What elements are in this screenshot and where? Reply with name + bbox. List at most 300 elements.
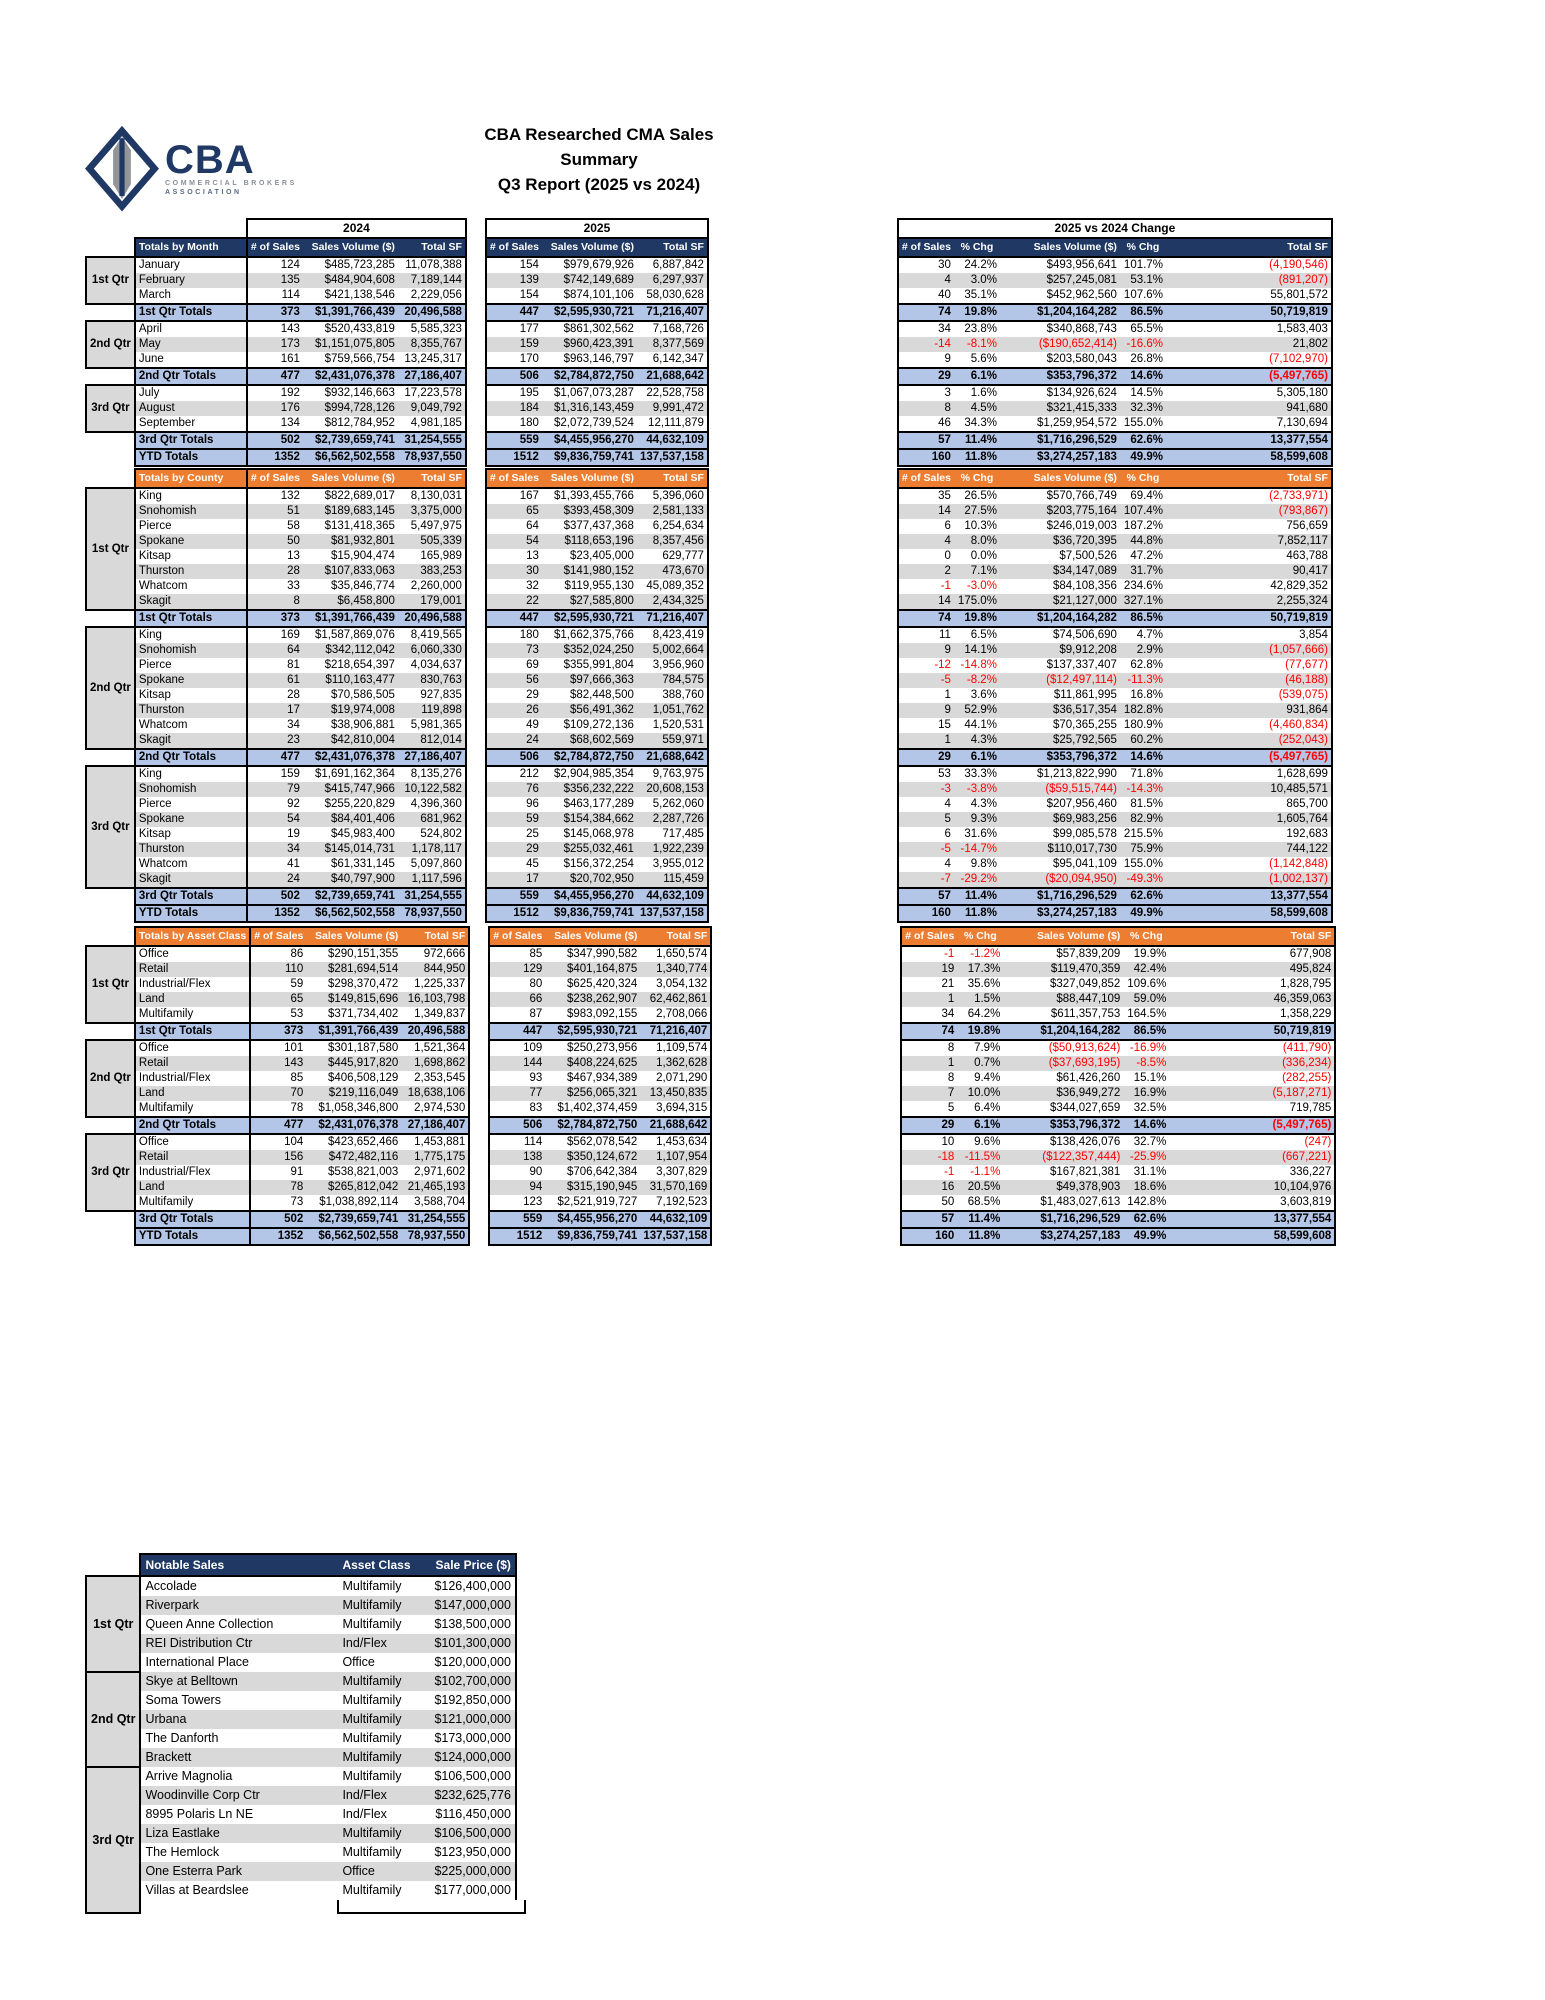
value-cell: $4,455,956,270 [542,888,637,905]
value-cell: $759,566,754 [303,352,398,368]
value-cell: 164.5% [1123,1007,1169,1023]
value-cell: $110,017,730 [1000,842,1120,857]
value-cell: 6,254,634 [637,519,708,534]
row-label: Land [135,992,250,1007]
sale-price-value: $106,500,000 [430,1824,515,1843]
value-cell: 62.8% [1120,658,1166,673]
value-cell: 1,650,574 [640,946,711,962]
table-row [86,549,1332,564]
column-header: Total SF [640,927,711,946]
value-cell: $35,846,774 [303,579,398,594]
value-cell: 96 [486,797,542,812]
value-cell: 8,419,565 [398,627,466,643]
value-cell: 73 [250,1195,306,1211]
value-cell: 31.6% [954,827,1000,842]
value-cell: 71.8% [1120,766,1166,782]
value-cell: $1,393,455,766 [542,488,637,504]
column-header: Total SF [1166,238,1332,257]
column-header: Sales Volume ($) [1003,927,1123,946]
row-label: May [135,337,247,352]
value-cell: 26 [486,703,542,718]
value-cell: 1 [898,733,954,749]
notable-row [86,1653,525,1672]
table-row [86,749,1332,766]
value-cell: 115,459 [637,872,708,888]
value-cell: 179,001 [398,594,466,610]
value-cell: 717,485 [637,827,708,842]
value-cell: 1,922,239 [637,842,708,857]
value-cell: 86.5% [1123,1023,1169,1040]
value-cell: 7.9% [957,1040,1003,1056]
value-cell: $2,072,739,524 [542,416,637,432]
column-header: Sales Volume ($) [545,927,640,946]
value-cell: 31.1% [1123,1165,1169,1180]
table-row [86,564,1332,579]
row-label: 2nd Qtr Totals [135,368,247,385]
value-cell: 502 [247,888,303,905]
column-header: Sales Volume ($) [542,469,637,488]
value-cell: 65.5% [1120,321,1166,337]
value-cell: $352,024,250 [542,643,637,658]
row-label: September [135,416,247,432]
value-cell: $979,679,926 [542,257,637,273]
row-label: Land [135,1180,250,1195]
table-row [86,1007,1335,1023]
value-cell: 93 [489,1071,545,1086]
value-cell: 54 [247,812,303,827]
value-cell: 49 [486,718,542,733]
value-cell: 35.6% [957,977,1003,992]
value-cell: 154 [486,288,542,304]
sale-price-value: $177,000,000 [430,1881,515,1900]
value-cell: 35 [898,488,954,504]
value-cell: 2 [898,564,954,579]
value-cell: 184 [486,401,542,416]
quarter-label: 1st Qtr [86,257,135,304]
value-cell: $994,728,126 [303,401,398,416]
sale-price-value: $192,850,000 [430,1691,515,1710]
value-cell: 50,719,819 [1166,304,1332,321]
value-cell: $2,784,872,750 [545,1117,640,1134]
value-cell: $6,562,502,558 [306,1228,401,1245]
value-cell: 463,788 [1166,549,1332,564]
value-cell: $1,587,869,076 [303,627,398,643]
value-cell: 64 [486,519,542,534]
value-cell: 1,628,699 [1166,766,1332,782]
row-label: Multifamily [135,1101,250,1117]
value-cell: 5,396,060 [637,488,708,504]
table-row [86,288,1332,304]
value-cell: 143 [250,1056,306,1071]
row-label: Kitsap [135,549,247,564]
quarter-label: 2nd Qtr [86,627,135,749]
value-cell: 506 [486,749,542,766]
value-cell: 55,801,572 [1166,288,1332,304]
value-cell: 74 [898,610,954,627]
value-cell: 195 [486,385,542,401]
value-cell: $19,974,008 [303,703,398,718]
value-cell: 114 [489,1134,545,1150]
quarter-label: 3rd Qtr [86,1767,140,1913]
value-cell: $1,716,296,529 [1003,1211,1123,1228]
value-cell: 173 [247,337,303,352]
value-cell: -49.3% [1120,872,1166,888]
value-cell: 1,775,175 [401,1150,469,1165]
value-cell: $408,224,625 [545,1056,640,1071]
property-name: Villas at Beardslee [140,1881,338,1900]
value-cell: 34.3% [954,416,1000,432]
value-cell: $6,562,502,558 [303,905,398,922]
value-cell: 71,216,407 [640,1023,711,1040]
table-row [86,257,1332,273]
value-cell: $154,384,662 [542,812,637,827]
asset-class-value: Multifamily [338,1710,430,1729]
value-cell: 744,122 [1166,842,1332,857]
value-cell: 32 [486,579,542,594]
value-cell: 756,659 [1166,519,1332,534]
value-cell: (4,190,546) [1166,257,1332,273]
row-label: 3rd Qtr Totals [135,888,247,905]
value-cell: $49,378,903 [1003,1180,1123,1195]
notable-row [86,1596,525,1615]
value-cell: 29 [901,1117,957,1134]
column-header: Total SF [398,238,466,257]
quarter-label: 3rd Qtr [86,766,135,888]
row-label: Spokane [135,534,247,549]
value-cell: $874,101,106 [542,288,637,304]
value-cell: 142.8% [1123,1195,1169,1211]
value-cell: $27,585,800 [542,594,637,610]
value-cell: 21 [901,977,957,992]
value-cell: 9,991,472 [637,401,708,416]
value-cell: (1,142,848) [1166,857,1332,872]
value-cell: 477 [247,368,303,385]
value-cell: 7,192,523 [640,1195,711,1211]
value-cell: $70,586,505 [303,688,398,703]
value-cell: $1,391,766,439 [306,1023,401,1040]
value-cell: $68,602,569 [542,733,637,749]
property-name: Queen Anne Collection [140,1615,338,1634]
value-cell: 502 [250,1211,306,1228]
value-cell: $423,652,466 [306,1134,401,1150]
value-cell: 4,981,185 [398,416,466,432]
value-cell: 58 [247,519,303,534]
asset-class-value: Office [338,1862,430,1881]
value-cell: 1,828,795 [1169,977,1335,992]
notable-row [86,1615,525,1634]
value-cell: -3.8% [954,782,1000,797]
sale-price-value: $121,000,000 [430,1710,515,1729]
table-row [86,273,1332,288]
value-cell: $340,868,743 [1000,321,1120,337]
value-cell: 6,142,347 [637,352,708,368]
value-cell: 8,355,767 [398,337,466,352]
value-cell: 31,570,169 [640,1180,711,1195]
row-label: Thurston [135,564,247,579]
value-cell: $1,691,162,364 [303,766,398,782]
table-row [86,1086,1335,1101]
row-label: July [135,385,247,401]
value-cell: $255,220,829 [303,797,398,812]
table-row [86,401,1332,416]
value-cell: $137,337,407 [1000,658,1120,673]
table-row [86,1101,1335,1117]
value-cell: 29 [898,749,954,766]
table-row [86,579,1332,594]
quarter-label: 1st Qtr [86,946,135,1023]
row-label: Thurston [135,842,247,857]
value-cell: 8,357,456 [637,534,708,549]
value-cell: -12 [898,658,954,673]
value-cell: 58,599,608 [1166,449,1332,466]
value-cell: -14.7% [954,842,1000,857]
value-cell: -1 [898,579,954,594]
value-cell: -8.2% [954,673,1000,688]
row-label: February [135,273,247,288]
value-cell: 447 [486,610,542,627]
value-cell: 45,089,352 [637,579,708,594]
value-cell: 34 [247,842,303,857]
property-name: Woodinville Corp Ctr [140,1786,338,1805]
value-cell: 61 [247,673,303,688]
value-cell: 17 [247,703,303,718]
value-cell: 13 [486,549,542,564]
table-row [86,416,1332,432]
value-cell: 7,189,144 [398,273,466,288]
value-cell: 82.9% [1120,812,1166,827]
value-cell: 54 [486,534,542,549]
value-cell: $156,372,254 [542,857,637,872]
value-cell: 21,465,193 [401,1180,469,1195]
value-cell: 383,253 [398,564,466,579]
value-cell: $356,232,222 [542,782,637,797]
value-cell: 477 [247,749,303,766]
value-cell: (1,057,666) [1166,643,1332,658]
row-label: King [135,488,247,504]
value-cell: 12,111,879 [637,416,708,432]
value-cell: 114 [247,288,303,304]
value-cell: 33.3% [954,766,1000,782]
value-cell: 9.6% [957,1134,1003,1150]
asset-class-value: Multifamily [338,1824,430,1843]
value-cell: 51 [247,504,303,519]
column-header: Sales Volume ($) [303,238,398,257]
value-cell: 57 [901,1211,957,1228]
value-cell: $2,431,076,378 [303,368,398,385]
column-header: Sales Volume ($) [306,927,401,946]
row-label: 1st Qtr Totals [135,1023,250,1040]
value-cell: 3,956,960 [637,658,708,673]
report-title [414,122,784,197]
value-cell: $347,990,582 [545,946,640,962]
value-cell: 80 [489,977,545,992]
table-row [86,857,1332,872]
value-cell: $138,426,076 [1003,1134,1123,1150]
value-cell: 1512 [489,1228,545,1245]
row-label: Whatcom [135,579,247,594]
value-cell: $69,983,256 [1000,812,1120,827]
asset-class-value: Multifamily [338,1596,430,1615]
cba-logo-acronym: CBA [165,138,255,182]
value-cell: 14.6% [1123,1117,1169,1134]
value-cell: 5,002,664 [637,643,708,658]
value-cell: 74 [901,1023,957,1040]
value-cell: $493,956,641 [1000,257,1120,273]
value-cell: ($122,357,444) [1003,1150,1123,1165]
value-cell: 59 [250,977,306,992]
value-cell: $11,861,995 [1000,688,1120,703]
value-cell: 90,417 [1166,564,1332,579]
value-cell: $40,797,900 [303,872,398,888]
value-cell: $298,370,472 [306,977,401,992]
quarter-label: 3rd Qtr [86,1134,135,1211]
column-header: Sales Volume ($) [303,469,398,488]
value-cell: 52.9% [954,703,1000,718]
value-cell: $70,365,255 [1000,718,1120,733]
value-cell: 87 [489,1007,545,1023]
value-cell: $15,904,474 [303,549,398,564]
quarter-label: 1st Qtr [86,488,135,610]
value-cell: $1,259,954,572 [1000,416,1120,432]
value-cell: 3,854 [1166,627,1332,643]
row-label: Thurston [135,703,247,718]
value-cell: 1,225,337 [401,977,469,992]
value-cell: 78 [250,1101,306,1117]
value-cell: 74 [898,304,954,321]
value-cell: -3 [898,782,954,797]
value-cell: 19 [247,827,303,842]
value-cell: $327,049,852 [1003,977,1123,992]
value-cell: $145,068,978 [542,827,637,842]
value-cell: $467,934,389 [545,1071,640,1086]
value-cell: 27.5% [954,504,1000,519]
value-cell: $452,962,560 [1000,288,1120,304]
value-cell: $932,146,663 [303,385,398,401]
value-cell: $203,580,043 [1000,352,1120,368]
value-cell: 66 [489,992,545,1007]
value-cell: 1512 [486,905,542,922]
value-cell: -1.2% [957,946,1003,962]
value-cell: $1,204,164,282 [1003,1023,1123,1040]
column-header: Total SF [1169,927,1335,946]
value-cell: 62,462,861 [640,992,711,1007]
value-cell: $167,821,381 [1003,1165,1123,1180]
value-cell: $321,415,333 [1000,401,1120,416]
value-cell: 13,377,554 [1169,1211,1335,1228]
property-name: Skye at Belltown [140,1672,338,1691]
row-label: Industrial/Flex [135,1165,250,1180]
value-cell: 20,496,588 [401,1023,469,1040]
value-cell: 71,216,407 [637,304,708,321]
value-cell: -1 [901,946,957,962]
value-cell: -5 [898,673,954,688]
value-cell: $3,274,257,183 [1000,905,1120,922]
value-cell: 1,521,364 [401,1040,469,1056]
value-cell: $315,190,945 [545,1180,640,1195]
value-cell: $219,116,049 [306,1086,401,1101]
value-cell: 28 [247,688,303,703]
value-cell: 629,777 [637,549,708,564]
value-cell: 1,107,954 [640,1150,711,1165]
value-cell: 3.0% [954,273,1000,288]
value-cell: 77 [489,1086,545,1101]
value-cell: -29.2% [954,872,1000,888]
value-cell: $82,448,500 [542,688,637,703]
county-table [85,468,1333,923]
table-row [86,962,1335,977]
column-header: Total SF [401,927,469,946]
value-cell: 78,937,550 [398,449,466,466]
value-cell: $36,949,272 [1003,1086,1123,1101]
value-cell: -14 [898,337,954,352]
value-cell: -14.8% [954,658,1000,673]
column-header: # of Sales [486,238,542,257]
value-cell: $406,508,129 [306,1071,401,1086]
value-cell: $861,302,562 [542,321,637,337]
value-cell: $238,262,907 [545,992,640,1007]
value-cell: 19.9% [1123,946,1169,962]
table-row [86,733,1332,749]
asset-class-value: Multifamily [338,1843,430,1862]
row-label: Land [135,1086,250,1101]
value-cell: 1352 [247,905,303,922]
value-cell: 26.8% [1120,352,1166,368]
row-label: Spokane [135,673,247,688]
value-cell: $1,716,296,529 [1000,888,1120,905]
value-cell: $350,124,672 [545,1150,640,1165]
value-cell: 34 [901,1007,957,1023]
value-cell: $1,213,822,990 [1000,766,1120,782]
value-cell: $255,032,461 [542,842,637,857]
value-cell: $1,038,892,114 [306,1195,401,1211]
value-cell: 3,054,132 [640,977,711,992]
row-label: Skagit [135,872,247,888]
value-cell: $4,455,956,270 [542,432,637,449]
value-cell: 3,375,000 [398,504,466,519]
value-cell: -16.6% [1120,337,1166,352]
column-header: # of Sales [489,927,545,946]
value-cell: 49.9% [1123,1228,1169,1245]
row-label: 3rd Qtr Totals [135,1211,250,1228]
value-cell: 101 [250,1040,306,1056]
value-cell: 21,688,642 [637,368,708,385]
row-label: YTD Totals [135,449,247,466]
notable-row [86,1691,525,1710]
value-cell: $9,836,759,741 [542,449,637,466]
value-cell: $301,187,580 [306,1040,401,1056]
value-cell: $38,906,881 [303,718,398,733]
value-cell: 9 [898,643,954,658]
column-header: % Chg [1120,469,1166,488]
value-cell: 506 [489,1117,545,1134]
value-cell: $88,447,109 [1003,992,1123,1007]
value-cell: $2,784,872,750 [542,749,637,766]
value-cell: 4.3% [954,797,1000,812]
value-cell: 73 [486,643,542,658]
column-header: # of Sales [247,238,303,257]
value-cell: -25.9% [1123,1150,1169,1165]
table-row [86,504,1332,519]
cba-logo-text [165,138,297,197]
value-cell: 7.1% [954,564,1000,579]
value-cell: 16,103,798 [401,992,469,1007]
value-cell: $538,821,003 [306,1165,401,1180]
table-row [86,977,1335,992]
asset-class-value: Office [338,1653,430,1672]
value-cell: (5,497,765) [1169,1117,1335,1134]
value-cell: 19.8% [954,304,1000,321]
value-cell: 17.3% [957,962,1003,977]
